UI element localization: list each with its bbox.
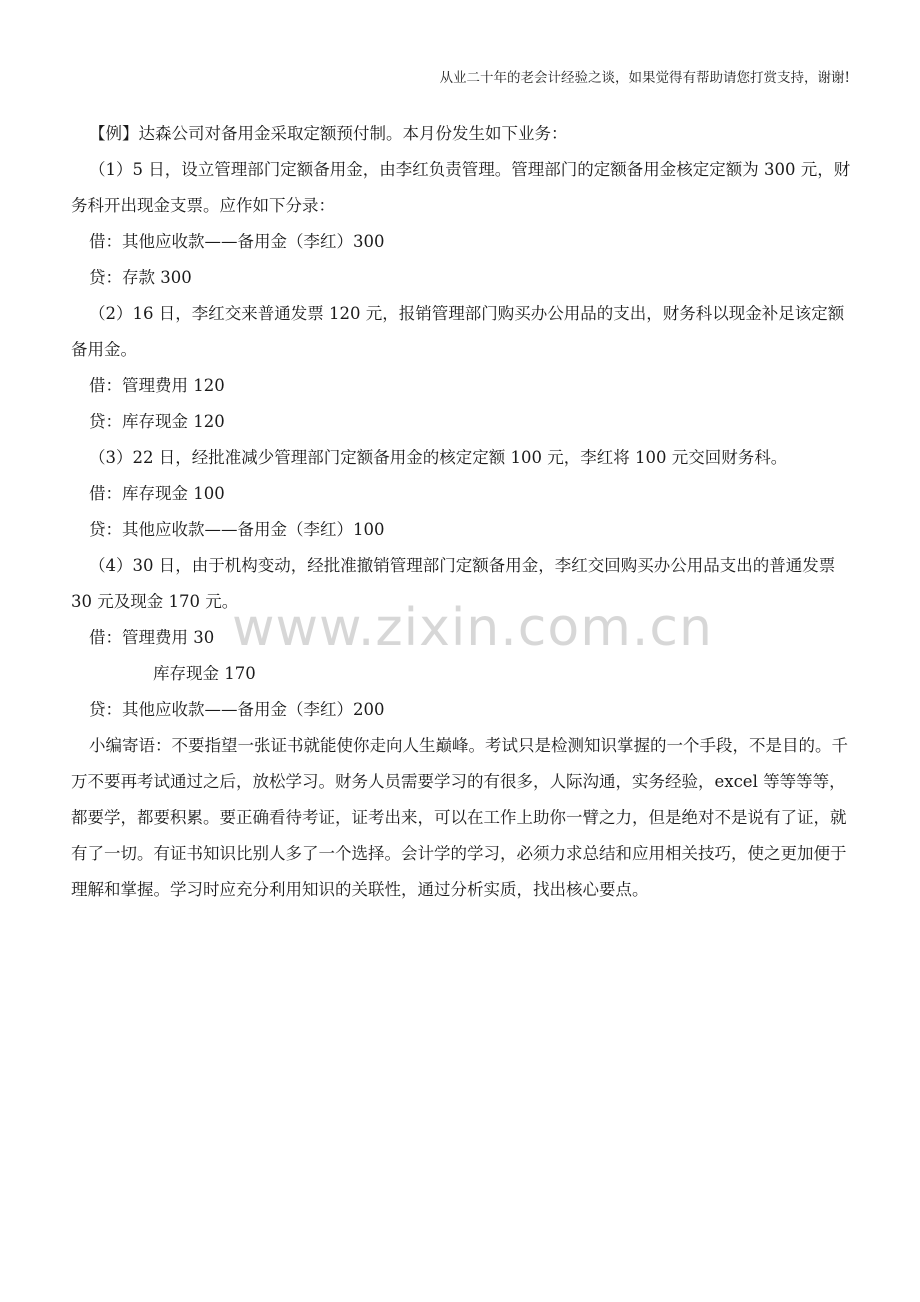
- item-4-credit: 贷：其他应收款——备用金（李红）200: [89, 700, 385, 719]
- item-2-text: （2）16 日，李红交来普通发票 120 元，报销管理部门购买办公用品的支出，财务科以现金补足该定额备用金。: [71, 304, 845, 359]
- example-intro: 【例】达森公司对备用金采取定额预付制。本月份发生如下业务：: [89, 124, 568, 143]
- item-3-text: （3）22 日，经批准减少管理部门定额备用金的核定定额 100 元，李红将 100 元交回财务科。: [89, 448, 788, 467]
- header-note: 从业二十年的老会计经验之谈，如果觉得有帮助请您打赏支持，谢谢!: [439, 70, 850, 86]
- item-1-text: （1）5 日，设立管理部门定额备用金，由李红负责管理。管理部门的定额备用金核定定额为 300 元，财务科开出现金支票。应作如下分录：: [71, 160, 851, 215]
- item-4-debit-2: 库存现金 170: [153, 664, 256, 683]
- item-2-debit: 借：管理费用 120: [89, 376, 225, 395]
- document-body: [71, 116, 851, 908]
- item-4-debit-1: 借：管理费用 30: [89, 628, 215, 647]
- editor-note: 小编寄语：不要指望一张证书就能使你走向人生巅峰。考试只是检测知识掌握的一个手段，不是目的。千万不要再考试通过之后，放松学习。财务人员需要学习的有很多，人际沟通，实务经验，excel 等等等等，都要学，都要积累。要正确看待考证，证考出来，可以在工作上助你一臂之力，但是绝对不是说有了证，就有了一切。有证书知识比别人多了一个选择。会计学的学习，必须力求总结和应用相关技巧，使之更加便于理解和掌握。学习时应充分利用知识的关联性，通过分析实质，找出核心要点。: [71, 736, 848, 899]
- watermark: www.zixin.com.cn: [232, 598, 713, 658]
- item-3-debit: 借：库存现金 100: [89, 484, 225, 503]
- item-3-credit: 贷：其他应收款——备用金（李红）100: [89, 520, 385, 539]
- item-4-text: （4）30 日，由于机构变动，经批准撤销管理部门定额备用金，李红交回购买办公用品支出的普通发票 30 元及现金 170 元。: [71, 556, 836, 611]
- item-2-credit: 贷：库存现金 120: [89, 412, 225, 431]
- item-1-debit: 借：其他应收款——备用金（李红）300: [89, 232, 385, 251]
- item-1-credit: 贷：存款 300: [89, 268, 192, 287]
